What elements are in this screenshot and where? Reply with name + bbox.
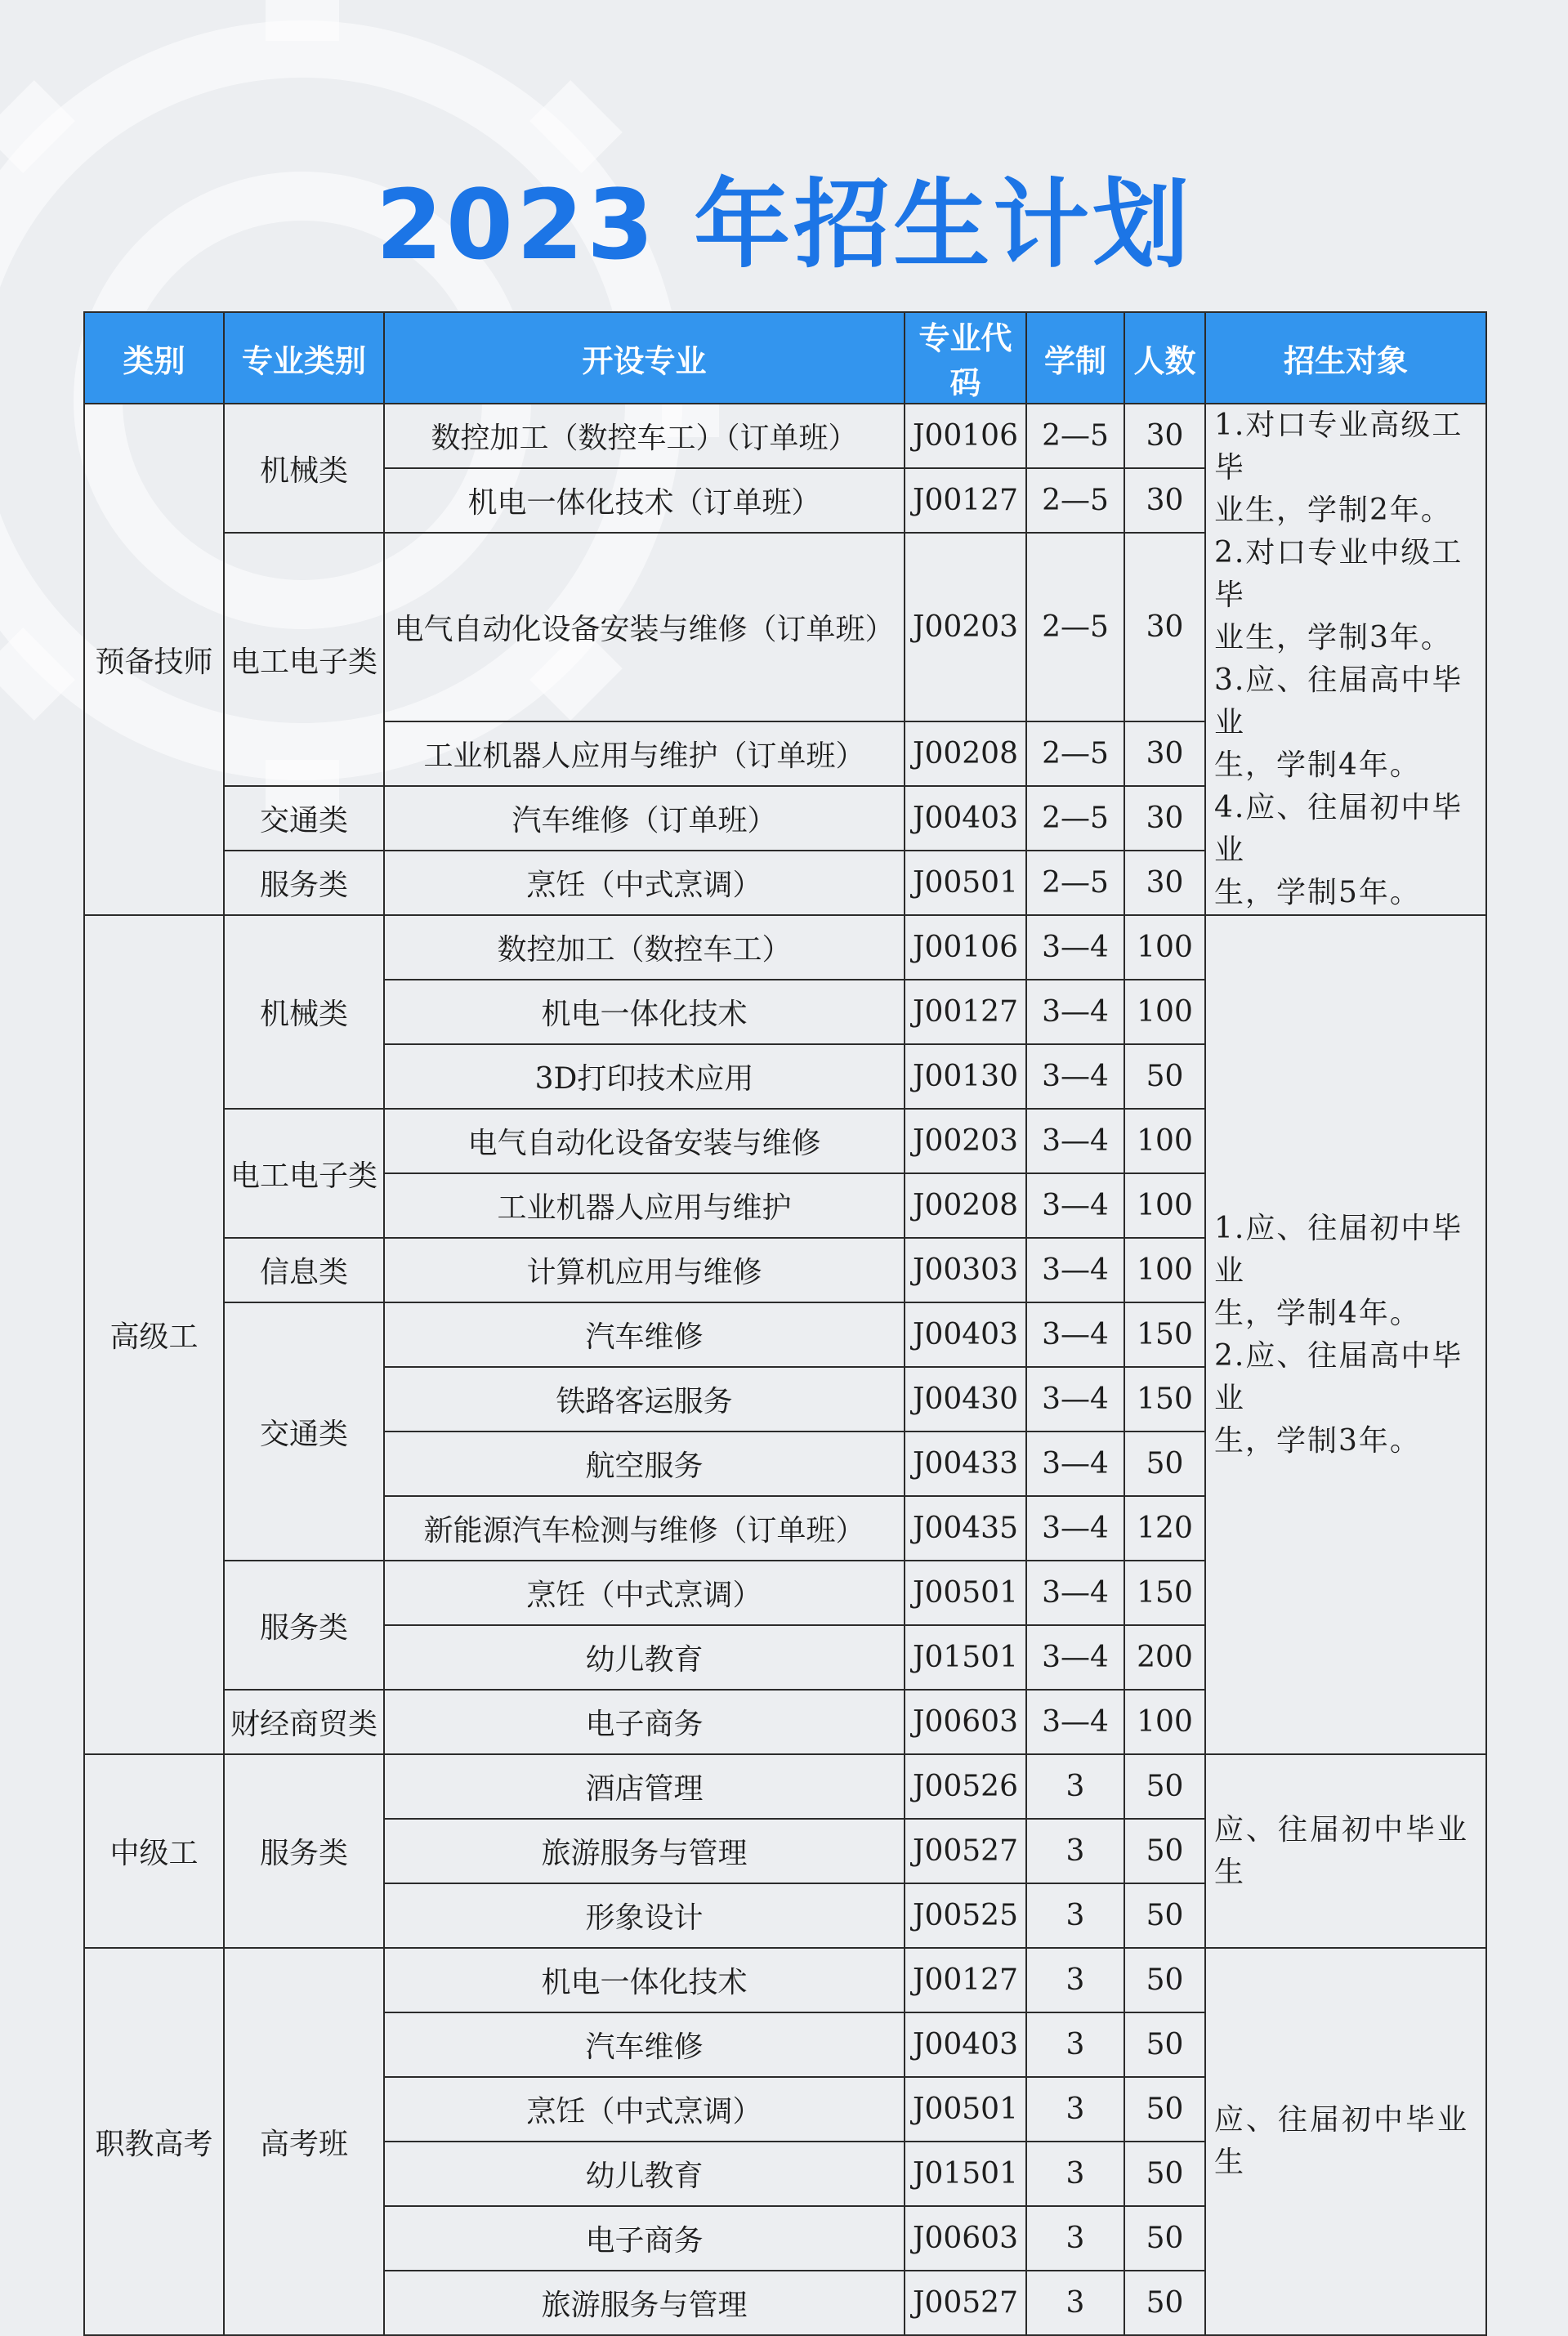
study-years-cell: 3—4	[1026, 1109, 1124, 1173]
study-years-cell: 3	[1026, 1883, 1124, 1948]
major-cell: 形象设计	[384, 1883, 905, 1948]
study-years-cell: 3	[1026, 1819, 1124, 1883]
major-cell: 烹饪（中式烹调）	[384, 1561, 905, 1625]
major-code-cell: J00130	[905, 1044, 1026, 1109]
enrollment-count-cell: 50	[1124, 2077, 1205, 2142]
major-code-cell: J00435	[905, 1496, 1026, 1561]
major-type-cell: 电工电子类	[224, 533, 384, 786]
enrollment-plan-table	[83, 311, 1487, 2336]
major-code-cell: J00527	[905, 1819, 1026, 1883]
target-students-line: 应、往届初中毕业生	[1214, 1812, 1470, 1889]
major-code-cell: J00403	[905, 2012, 1026, 2077]
major-type-cell: 服务类	[224, 851, 384, 915]
header-major-type: 专业类别	[224, 312, 384, 404]
enrollment-count-cell: 30	[1124, 786, 1205, 851]
major-code-cell: J00430	[905, 1367, 1026, 1432]
enrollment-count-cell: 50	[1124, 1044, 1205, 1109]
study-years-cell: 3—4	[1026, 1367, 1124, 1432]
major-code-cell: J00403	[905, 1302, 1026, 1367]
study-years-cell: 2—5	[1026, 533, 1124, 721]
category-cell: 预备技师	[84, 404, 224, 915]
target-students-line: 业生，学制3年。	[1214, 621, 1452, 654]
enrollment-count-cell: 50	[1124, 1883, 1205, 1948]
enrollment-count-cell: 50	[1124, 2142, 1205, 2206]
target-students-line: 2.对口专业中级工毕	[1214, 536, 1463, 612]
study-years-cell: 3—4	[1026, 1690, 1124, 1754]
major-code-cell: J00527	[905, 2271, 1026, 2335]
major-cell: 电气自动化设备安装与维修（订单班）	[384, 533, 905, 721]
enrollment-count-cell: 150	[1124, 1561, 1205, 1625]
enrollment-count-cell: 100	[1124, 1690, 1205, 1754]
enrollment-count-cell: 30	[1124, 721, 1205, 786]
header-study-years: 学制	[1026, 312, 1124, 404]
major-type-cell: 机械类	[224, 404, 384, 533]
study-years-cell: 3—4	[1026, 1302, 1124, 1367]
major-code-cell: J00208	[905, 721, 1026, 786]
major-cell: 新能源汽车检测与维修（订单班）	[384, 1496, 905, 1561]
major-code-cell: J01501	[905, 2142, 1026, 2206]
header-major-code: 专业代码	[905, 312, 1026, 404]
enrollment-count-cell: 100	[1124, 1173, 1205, 1238]
table-body	[84, 404, 1486, 2335]
study-years-cell: 2—5	[1026, 404, 1124, 468]
major-code-cell: J00501	[905, 1561, 1026, 1625]
study-years-cell: 3—4	[1026, 1044, 1124, 1109]
enrollment-count-cell: 30	[1124, 533, 1205, 721]
major-cell: 汽车维修	[384, 1302, 905, 1367]
table-row	[84, 915, 1486, 980]
target-students-line: 应、往届初中毕业生	[1214, 2103, 1470, 2179]
enrollment-count-cell: 100	[1124, 1238, 1205, 1302]
major-cell: 烹饪（中式烹调）	[384, 2077, 905, 2142]
major-code-cell: J01501	[905, 1625, 1026, 1690]
major-cell: 航空服务	[384, 1432, 905, 1496]
target-students-line: 1.应、往届初中毕业	[1214, 1211, 1463, 1288]
major-type-cell: 交通类	[224, 786, 384, 851]
major-cell: 机电一体化技术	[384, 980, 905, 1044]
study-years-cell: 3—4	[1026, 1173, 1124, 1238]
study-years-cell: 3	[1026, 1948, 1124, 2012]
study-years-cell: 3—4	[1026, 980, 1124, 1044]
major-cell: 机电一体化技术（订单班）	[384, 468, 905, 533]
header-enrollment-count: 人数	[1124, 312, 1205, 404]
major-cell: 电子商务	[384, 2206, 905, 2271]
table-row	[84, 1948, 1486, 2012]
major-type-cell: 电工电子类	[224, 1109, 384, 1238]
study-years-cell: 2—5	[1026, 851, 1124, 915]
target-students-line: 1.对口专业高级工毕	[1214, 409, 1463, 485]
page-title: 2023 年招生计划	[375, 168, 1193, 281]
major-cell: 旅游服务与管理	[384, 2271, 905, 2335]
major-code-cell: J00603	[905, 1690, 1026, 1754]
study-years-cell: 2—5	[1026, 468, 1124, 533]
major-code-cell: J00433	[905, 1432, 1026, 1496]
enrollment-count-cell: 100	[1124, 1109, 1205, 1173]
major-code-cell: J00106	[905, 404, 1026, 468]
major-code-cell: J00501	[905, 2077, 1026, 2142]
major-code-cell: J00403	[905, 786, 1026, 851]
study-years-cell: 3	[1026, 2271, 1124, 2335]
major-cell: 工业机器人应用与维护	[384, 1173, 905, 1238]
study-years-cell: 3	[1026, 2077, 1124, 2142]
major-type-cell: 财经商贸类	[224, 1690, 384, 1754]
major-cell: 计算机应用与维修	[384, 1238, 905, 1302]
study-years-cell: 3—4	[1026, 1625, 1124, 1690]
enrollment-count-cell: 50	[1124, 1432, 1205, 1496]
major-cell: 数控加工（数控车工）（订单班）	[384, 404, 905, 468]
target-students-line: 4.应、往届初中毕业	[1214, 791, 1463, 867]
enrollment-count-cell: 30	[1124, 851, 1205, 915]
major-type-cell: 服务类	[224, 1561, 384, 1690]
enrollment-count-cell: 50	[1124, 2012, 1205, 2077]
enrollment-count-cell: 50	[1124, 1754, 1205, 1819]
major-type-cell: 交通类	[224, 1302, 384, 1561]
major-cell: 电子商务	[384, 1690, 905, 1754]
major-cell: 机电一体化技术	[384, 1948, 905, 2012]
major-code-cell: J00127	[905, 1948, 1026, 2012]
major-code-cell: J00501	[905, 851, 1026, 915]
study-years-cell: 3—4	[1026, 1432, 1124, 1496]
enrollment-count-cell: 150	[1124, 1367, 1205, 1432]
target-students-cell	[1205, 915, 1486, 1754]
major-code-cell: J00525	[905, 1883, 1026, 1948]
major-cell: 工业机器人应用与维护（订单班）	[384, 721, 905, 786]
enrollment-count-cell: 120	[1124, 1496, 1205, 1561]
major-code-cell: J00106	[905, 915, 1026, 980]
enrollment-count-cell: 200	[1124, 1625, 1205, 1690]
major-code-cell: J00208	[905, 1173, 1026, 1238]
header-major: 开设专业	[384, 312, 905, 404]
enrollment-count-cell: 100	[1124, 915, 1205, 980]
category-cell: 职教高考	[84, 1948, 224, 2335]
major-type-cell: 高考班	[224, 1948, 384, 2335]
target-students-cell	[1205, 404, 1486, 915]
study-years-cell: 3	[1026, 1754, 1124, 1819]
header-category: 类别	[84, 312, 224, 404]
study-years-cell: 3—4	[1026, 1561, 1124, 1625]
enrollment-count-cell: 50	[1124, 1948, 1205, 2012]
header-target-students: 招生对象	[1205, 312, 1486, 404]
table-header-row	[84, 312, 1486, 404]
major-cell: 汽车维修	[384, 2012, 905, 2077]
major-cell: 幼儿教育	[384, 2142, 905, 2206]
major-cell: 烹饪（中式烹调）	[384, 851, 905, 915]
major-cell: 酒店管理	[384, 1754, 905, 1819]
major-cell: 数控加工（数控车工）	[384, 915, 905, 980]
study-years-cell: 3—4	[1026, 915, 1124, 980]
target-students-line: 生，学制4年。	[1214, 1296, 1421, 1330]
major-cell: 汽车维修（订单班）	[384, 786, 905, 851]
target-students-cell	[1205, 1948, 1486, 2335]
major-code-cell: J00203	[905, 533, 1026, 721]
target-students-line: 生，学制3年。	[1214, 1423, 1421, 1458]
enrollment-count-cell: 30	[1124, 468, 1205, 533]
major-cell: 铁路客运服务	[384, 1367, 905, 1432]
target-students-line: 3.应、往届高中毕业	[1214, 663, 1463, 739]
table-row	[84, 404, 1486, 468]
enrollment-count-cell: 100	[1124, 980, 1205, 1044]
target-students-line: 生，学制5年。	[1214, 876, 1421, 909]
enrollment-count-cell: 150	[1124, 1302, 1205, 1367]
enrollment-count-cell: 50	[1124, 2271, 1205, 2335]
major-code-cell: J00303	[905, 1238, 1026, 1302]
major-code-cell: J00127	[905, 468, 1026, 533]
major-type-cell: 信息类	[224, 1238, 384, 1302]
study-years-cell: 3	[1026, 2012, 1124, 2077]
major-cell: 幼儿教育	[384, 1625, 905, 1690]
category-cell: 中级工	[84, 1754, 224, 1948]
table-row	[84, 1754, 1486, 1819]
study-years-cell: 3	[1026, 2206, 1124, 2271]
target-students-line: 2.应、往届高中毕业	[1214, 1338, 1463, 1415]
major-code-cell: J00203	[905, 1109, 1026, 1173]
major-code-cell: J00526	[905, 1754, 1026, 1819]
major-cell: 电气自动化设备安装与维修	[384, 1109, 905, 1173]
major-type-cell: 机械类	[224, 915, 384, 1109]
enrollment-count-cell: 30	[1124, 404, 1205, 468]
study-years-cell: 3—4	[1026, 1238, 1124, 1302]
target-students-line: 生，学制4年。	[1214, 748, 1421, 782]
target-students-cell	[1205, 1754, 1486, 1948]
study-years-cell: 3	[1026, 2142, 1124, 2206]
major-cell: 旅游服务与管理	[384, 1819, 905, 1883]
major-code-cell: J00127	[905, 980, 1026, 1044]
category-cell: 高级工	[84, 915, 224, 1754]
enrollment-count-cell: 50	[1124, 2206, 1205, 2271]
study-years-cell: 3—4	[1026, 1496, 1124, 1561]
major-cell: 3D打印技术应用	[384, 1044, 905, 1109]
major-code-cell: J00603	[905, 2206, 1026, 2271]
major-type-cell: 服务类	[224, 1754, 384, 1948]
target-students-line: 业生，学制2年。	[1214, 494, 1452, 527]
enrollment-count-cell: 50	[1124, 1819, 1205, 1883]
study-years-cell: 2—5	[1026, 721, 1124, 786]
study-years-cell: 2—5	[1026, 786, 1124, 851]
